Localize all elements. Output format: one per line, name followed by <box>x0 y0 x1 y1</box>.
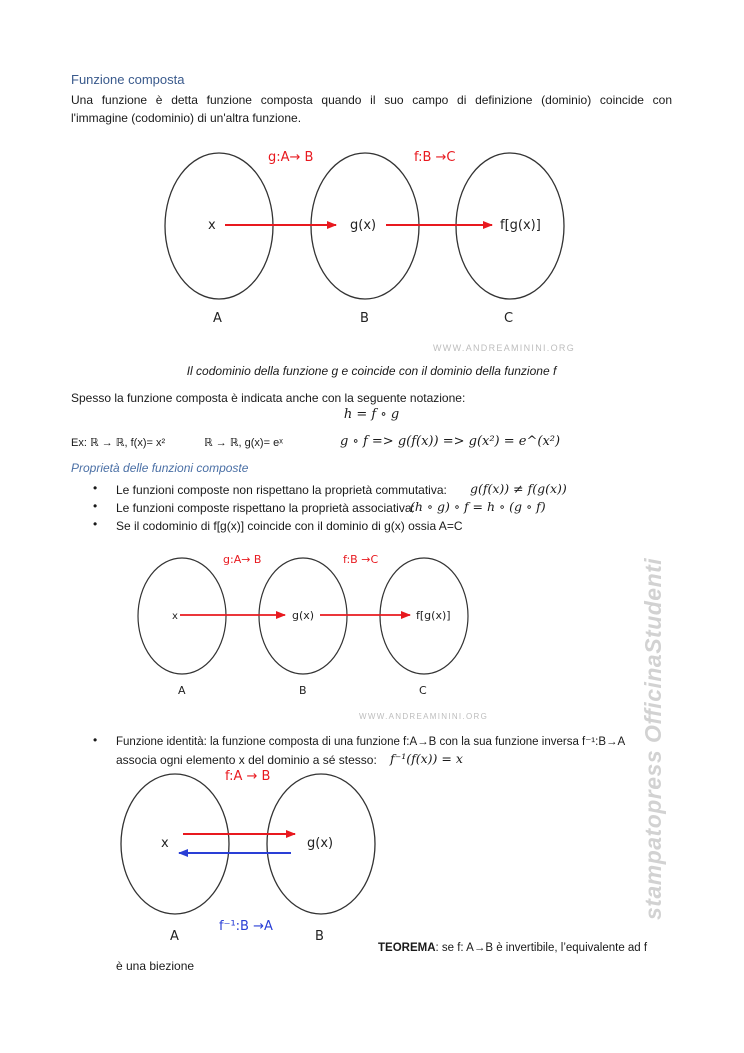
bullet-1-formula: g(f(x)) ≠ f(g(x)) <box>470 481 567 496</box>
node-fgx: f[g(x)] <box>500 218 541 233</box>
composition-diagram-2 <box>130 545 490 705</box>
node-x: x <box>161 836 169 851</box>
bullet-4-line-2: associa ogni elemento x del dominio a sé stesso: <box>116 753 377 767</box>
bullet-4-line-1: Funzione identità: la funzione composta di una funzione f:A→B con la sua funzione inversa f⁻¹:B→A <box>116 736 626 748</box>
set-a-label: A <box>213 311 222 326</box>
theorem-text: : se f: A→B è invertibile, l’equivalente ad f <box>435 942 648 954</box>
side-watermark: stampatopress OfficinaStudenti <box>640 557 666 920</box>
intro-line-1: Una funzione è detta funzione composta quando il suo campo di definizione (dominio) coincide con <box>71 93 672 107</box>
example-part-1: Ex: ℝ → ℝ, f(x)= x² <box>71 437 166 449</box>
set-b-label: B <box>299 684 307 697</box>
watermark-url-1: WWW.ANDREAMININI.ORG <box>433 343 575 353</box>
bullet-dot: • <box>93 733 98 747</box>
set-b-label: B <box>315 929 324 944</box>
notation-formula: h = f ∘ g <box>343 407 400 422</box>
node-x: x <box>208 218 216 233</box>
page-heading: Funzione composta <box>71 72 185 87</box>
node-x: x <box>172 611 178 622</box>
bullet-dot: • <box>93 499 98 513</box>
inverse-diagram <box>115 762 395 947</box>
set-a-label: A <box>170 929 179 944</box>
set-c-label: C <box>504 311 514 326</box>
node-gx: g(x) <box>350 218 377 233</box>
set-b-label: B <box>360 311 369 326</box>
properties-heading: Proprietà delle funzioni composte <box>71 461 249 475</box>
example-formula: g ∘ f => g(f(x)) => g(x²) = e^(x²) <box>340 434 561 449</box>
theorem-label: TEOREMA <box>378 942 436 954</box>
composition-diagram-1 <box>150 140 590 360</box>
label-f: f:A → B <box>225 769 271 784</box>
node-gx: g(x) <box>292 609 315 622</box>
node-fgx: f[g(x)] <box>416 609 451 622</box>
bullet-2-text: Le funzioni composte rispettano la proprietà associativa: <box>116 501 415 515</box>
label-f-inverse: f⁻¹:B →A <box>219 919 273 934</box>
bullet-4-formula: f⁻¹(f(x)) = x <box>390 751 463 766</box>
bullet-1-text: Le funzioni composte non rispettano la proprietà commutativa: <box>116 483 447 497</box>
node-gx: g(x) <box>307 836 334 851</box>
theorem-line <box>378 939 647 957</box>
watermark-url-2: WWW.ANDREAMININI.ORG <box>359 712 489 721</box>
set-a-label: A <box>178 684 186 697</box>
set-c-label: C <box>419 684 427 697</box>
notation-text: Spesso la funzione composta è indicata anche con la seguente notazione: <box>71 391 466 405</box>
set-a-ellipse <box>138 558 226 674</box>
bullet-dot: • <box>93 481 98 495</box>
label-f: f:B →C <box>343 553 379 566</box>
label-g: g:A→ B <box>223 553 262 566</box>
theorem-continuation: è una biezione <box>116 959 195 973</box>
bullet-dot: • <box>93 517 98 531</box>
example-part-2: ℝ → ℝ, g(x)= eˣ <box>204 437 283 449</box>
intro-line-2: l'immagine (codominio) di un'altra funzione. <box>71 111 302 125</box>
set-a-ellipse <box>121 774 229 914</box>
bullet-2-formula: (h ∘ g) ∘ f = h ∘ (g ∘ f) <box>410 499 546 514</box>
caption-1: Il codominio della funzione g e coincide con il dominio della funzione f <box>186 364 557 378</box>
bullet-3-text: Se il codominio di f[g(x)] coincide con il dominio di g(x) ossia A=C <box>116 519 463 533</box>
label-g: g:A→ B <box>268 150 314 165</box>
label-f: f:B →C <box>414 150 456 165</box>
